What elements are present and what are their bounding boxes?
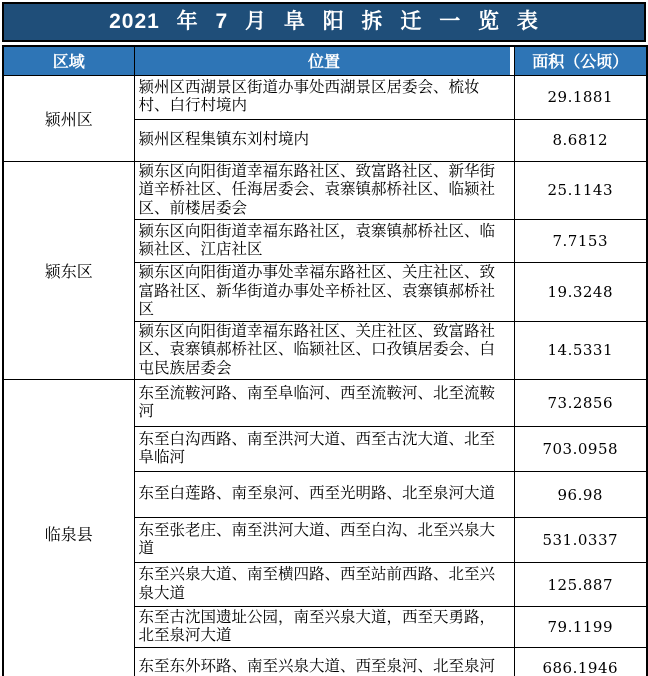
region-cell: 临泉县: [3, 380, 134, 676]
area-cell: 14.5331: [514, 321, 647, 380]
location-cell: 颍东区向阳街道幸福东路社区、关庄社区、致富路社区、袁寨镇郝桥社区、临颍社区、口孜镇居委会、白屯民族居委会: [134, 321, 514, 380]
table-row: [3, 161, 647, 220]
location-cell: 东至兴泉大道、南至横四路、西至站前西路、北至兴泉大道: [134, 563, 514, 607]
table-body: [3, 75, 647, 676]
table-row: [3, 75, 647, 119]
column-header-region: 区域: [3, 46, 134, 75]
location-cell: 颍东区向阳街道幸福东路社区，袁寨镇郝桥社区、临颍社区、江店社区: [134, 220, 514, 263]
demolition-table: [2, 45, 648, 676]
area-cell: 703.0958: [514, 427, 647, 472]
location-cell: 东至白沟西路、南至洪河大道、西至古沈大道、北至阜临河: [134, 427, 514, 472]
region-cell: 颍东区: [3, 161, 134, 380]
table-row: [3, 380, 647, 427]
area-cell: 8.6812: [514, 119, 647, 161]
location-cell: 东至古沈国遗址公园，南至兴泉大道，西至天勇路，北至泉河大道: [134, 607, 514, 648]
table-header: [3, 46, 647, 75]
area-cell: 7.7153: [514, 220, 647, 263]
area-cell: 29.1881: [514, 75, 647, 119]
header-row: [3, 46, 647, 75]
area-cell: 686.1946: [514, 648, 647, 676]
page-title: 2021 年 7 月 阜 阳 拆 迁 一 览 表: [2, 2, 646, 42]
location-cell: 东至白莲路、南至泉河、西至光明路、北至泉河大道: [134, 472, 514, 518]
column-header-area: 面积（公顷）: [514, 46, 647, 75]
area-cell: 531.0337: [514, 518, 647, 563]
column-header-location: 位置: [134, 46, 514, 75]
region-cell: 颍州区: [3, 75, 134, 161]
area-cell: 25.1143: [514, 161, 647, 220]
area-cell: 96.98: [514, 472, 647, 518]
area-cell: 79.1199: [514, 607, 647, 648]
location-cell: 颍东区向阳街道办事处幸福东路社区、关庄社区、致富路社区、新华街道办事处辛桥社区、袁寨镇郝桥社区: [134, 263, 514, 322]
location-cell: 颍州区西湖景区街道办事处西湖景区居委会、梳妆村、白行村境内: [134, 75, 514, 119]
location-cell: 颍东区向阳街道幸福东路社区、致富路社区、新华街道辛桥社区、任海居委会、袁寨镇郝桥社区、临颍社区、前楼居委会: [134, 161, 514, 220]
area-cell: 125.887: [514, 563, 647, 607]
location-cell: 东至东外环路、南至兴泉大道、西至泉河、北至泉河: [134, 648, 514, 676]
location-cell: 东至流鞍河路、南至阜临河、西至流鞍河、北至流鞍河: [134, 380, 514, 427]
area-cell: 73.2856: [514, 380, 647, 427]
area-cell: 19.3248: [514, 263, 647, 322]
location-cell: 颍州区程集镇东刘村境内: [134, 119, 514, 161]
location-cell: 东至张老庄、南至洪河大道、西至白沟、北至兴泉大道: [134, 518, 514, 563]
